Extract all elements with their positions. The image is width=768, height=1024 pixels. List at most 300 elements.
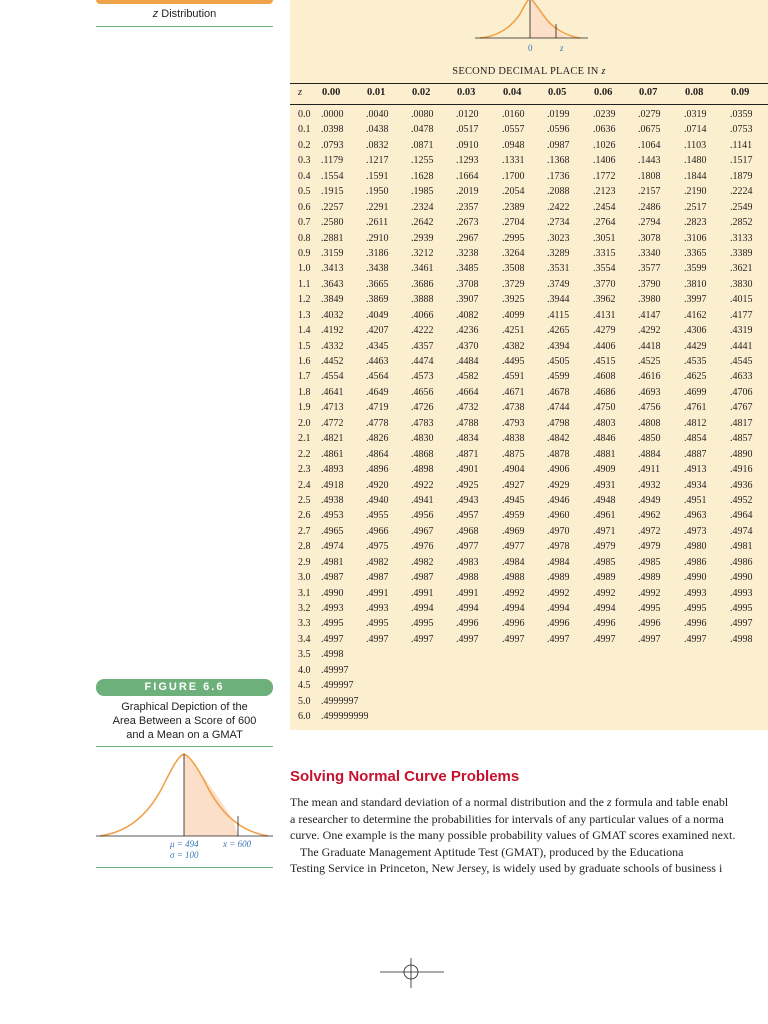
probability-cell: .2734	[547, 217, 570, 229]
probability-cell: .4941	[411, 494, 434, 506]
probability-cell: .4868	[411, 448, 434, 460]
probability-cell: .1554	[321, 170, 344, 182]
probability-cell: .4971	[593, 525, 616, 537]
probability-cell: .4671	[502, 386, 525, 398]
probability-cell: .4821	[321, 433, 344, 445]
probability-cell: .4998	[730, 633, 753, 645]
probability-cell: .1950	[366, 186, 389, 198]
figure-badge: FIGURE 6.6	[96, 679, 273, 696]
probability-cell: .3051	[593, 232, 616, 244]
probability-cell: .4591	[502, 371, 525, 383]
probability-cell: .4162	[684, 309, 707, 321]
probability-cell: .4993	[321, 603, 344, 614]
axis-zero-label: 0	[528, 43, 533, 53]
z-value-cell: 2.1	[298, 433, 311, 445]
probability-cell: .4959	[502, 510, 525, 522]
probability-cell: .0239	[593, 109, 616, 120]
probability-cell: .2704	[502, 217, 525, 229]
paragraph-line: a researcher to determine the probabilities for intervals of any particular values of a norma	[290, 811, 724, 826]
probability-cell: .2257	[321, 201, 344, 213]
probability-cell: .3849	[321, 294, 344, 306]
probability-cell: .4608	[593, 371, 616, 383]
probability-cell: .4987	[366, 572, 389, 584]
table-row	[290, 262, 768, 277]
probability-cell: .4830	[411, 433, 434, 445]
probability-cell: .4982	[411, 556, 434, 568]
probability-cell: .4997	[321, 633, 344, 645]
probability-cell: .2486	[638, 201, 661, 213]
probability-cell: .3340	[638, 247, 661, 259]
probability-cell: .4846	[593, 433, 616, 445]
table-row	[290, 479, 768, 494]
probability-cell: .4985	[593, 556, 616, 568]
probability-cell: .4962	[638, 510, 661, 522]
probability-cell: .4808	[638, 417, 661, 429]
probability-cell: .4850	[638, 433, 661, 445]
table-row	[290, 587, 768, 602]
probability-cell: .4505	[547, 356, 570, 367]
table-row	[290, 139, 768, 154]
z-value-cell: 3.2	[298, 603, 311, 614]
probability-cell: .1406	[593, 155, 616, 167]
probability-cell: .0438	[366, 124, 389, 136]
probability-cell: .4995	[321, 618, 344, 630]
probability-cell: .4960	[547, 510, 570, 522]
paragraph-line	[290, 794, 768, 811]
probability-cell: .3413	[321, 263, 344, 275]
probability-cell: .4066	[411, 309, 434, 321]
table-caption	[290, 66, 768, 77]
z-symbol: z	[152, 8, 159, 20]
z-value-cell: 1.7	[298, 371, 311, 383]
probability-cell: .4996	[456, 618, 479, 630]
probability-cell: .4861	[321, 448, 344, 460]
table-row	[290, 540, 768, 555]
probability-cell: .3389	[730, 247, 753, 259]
probability-cell: .4463	[366, 356, 389, 367]
probability-cell: .4997	[502, 633, 525, 645]
probability-cell: .4798	[547, 417, 570, 429]
probability-cell: .3289	[547, 247, 570, 259]
probability-cell: .4332	[321, 340, 344, 352]
probability-cell: .4992	[502, 587, 525, 599]
probability-cell: .0199	[547, 109, 570, 120]
probability-cell: .4987	[411, 572, 434, 584]
sigma-label: σ = 100	[170, 850, 199, 860]
probability-cell: .4896	[366, 464, 389, 476]
probability-cell: .4981	[730, 541, 753, 553]
table-row	[290, 386, 768, 401]
probability-cell: .2611	[366, 217, 389, 229]
probability-cell: .2357	[456, 201, 479, 213]
probability-cell: .0359	[730, 109, 753, 120]
z-value-cell: 1.0	[298, 263, 311, 275]
probability-cell: .4854	[684, 433, 707, 445]
probability-cell: .4750	[593, 402, 616, 414]
probability-cell: .4943	[456, 494, 479, 506]
probability-cell: .4911	[638, 464, 661, 476]
table-row	[290, 123, 768, 138]
probability-cell: .1628	[411, 170, 434, 182]
probability-cell: .3997	[684, 294, 707, 306]
probability-cell: .4976	[411, 541, 434, 553]
registration-mark-icon	[380, 958, 444, 988]
probability-cell: .4997	[366, 633, 389, 645]
probability-cell: .3485	[456, 263, 479, 275]
table-row	[290, 710, 768, 725]
probability-cell: .4699	[684, 386, 707, 398]
table-row	[290, 216, 768, 231]
probability-cell: .4973	[684, 525, 707, 537]
probability-cell: .4834	[456, 433, 479, 445]
probability-cell: .4995	[411, 618, 434, 630]
probability-cell: .4989	[593, 572, 616, 584]
probability-cell: .49997	[321, 664, 349, 676]
probability-cell: .3770	[593, 278, 616, 290]
probability-cell: .4893	[321, 464, 344, 476]
column-header-row	[290, 86, 768, 102]
z-value-cell: 1.2	[298, 294, 311, 306]
probability-cell: .4778	[366, 417, 389, 429]
probability-cell: .4980	[684, 541, 707, 553]
column-header: 0.05	[548, 87, 567, 98]
probability-cell: .4995	[366, 618, 389, 630]
probability-cell: .3438	[366, 263, 389, 275]
probability-cell: .4967	[411, 525, 434, 537]
table-row	[290, 648, 768, 663]
probability-cell: .4441	[730, 340, 753, 352]
table-row	[290, 340, 768, 355]
probability-cell: .3810	[684, 278, 707, 290]
probability-cell: .3708	[456, 278, 479, 290]
table-row	[290, 494, 768, 509]
probability-cell: .2054	[502, 186, 525, 198]
probability-cell: .4989	[547, 572, 570, 584]
table-row	[290, 525, 768, 540]
z-value-cell: 1.9	[298, 402, 311, 414]
table-row	[290, 293, 768, 308]
probability-cell: .4904	[502, 464, 525, 476]
probability-cell: .3907	[456, 294, 479, 306]
probability-cell: .1517	[730, 155, 753, 167]
probability-cell: .0478	[411, 124, 434, 136]
z-value-cell: 6.0	[298, 711, 311, 723]
table-row	[290, 602, 768, 617]
probability-cell: .3577	[638, 263, 661, 275]
probability-cell: .4599	[547, 371, 570, 383]
probability-cell: .4251	[502, 325, 525, 337]
probability-cell: .4974	[730, 525, 753, 537]
probability-cell: .4995	[638, 603, 661, 614]
probability-cell: .3621	[730, 263, 753, 275]
probability-cell: .4964	[730, 510, 753, 522]
probability-cell: .4693	[638, 386, 661, 398]
probability-cell: .4993	[684, 587, 707, 599]
probability-cell: .4972	[638, 525, 661, 537]
z-value-cell: 2.0	[298, 417, 311, 429]
probability-cell: .2673	[456, 217, 479, 229]
probability-cell: .2224	[730, 186, 753, 198]
probability-cell: .4319	[730, 325, 753, 337]
probability-cell: .4772	[321, 417, 344, 429]
probability-cell: .4192	[321, 325, 344, 337]
probability-cell: .4265	[547, 325, 570, 337]
probability-cell: .4535	[684, 356, 707, 367]
probability-cell: .2019	[456, 186, 479, 198]
probability-cell: .4906	[547, 464, 570, 476]
z-value-cell: 2.8	[298, 541, 311, 553]
probability-cell: .4979	[593, 541, 616, 553]
probability-cell: .3186	[366, 247, 389, 259]
table-row	[290, 247, 768, 262]
table-row	[290, 232, 768, 247]
probability-cell: .4938	[321, 494, 344, 506]
probability-cell: .4429	[684, 340, 707, 352]
table-row	[290, 664, 768, 679]
probability-cell: .4881	[593, 448, 616, 460]
probability-cell: .4474	[411, 356, 434, 367]
probability-cell: .4719	[366, 402, 389, 414]
column-header: 0.06	[594, 87, 613, 98]
z-value-cell: 4.0	[298, 664, 311, 676]
probability-cell: .4633	[730, 371, 753, 383]
figure-bottom-rule	[96, 867, 273, 868]
z-column-header: z	[298, 87, 303, 98]
probability-cell: .4997	[638, 633, 661, 645]
probability-cell: .4988	[456, 572, 479, 584]
probability-cell: .4981	[321, 556, 344, 568]
probability-cell: .4236	[456, 325, 479, 337]
probability-cell: .2764	[593, 217, 616, 229]
probability-cell: .4793	[502, 417, 525, 429]
probability-cell: .4922	[411, 479, 434, 491]
figure-caption	[96, 700, 273, 742]
probability-cell: .4970	[547, 525, 570, 537]
probability-cell: .4817	[730, 417, 753, 429]
probability-cell: .1664	[456, 170, 479, 182]
probability-cell: .2324	[411, 201, 434, 213]
table-row	[290, 201, 768, 216]
probability-cell: .4418	[638, 340, 661, 352]
probability-cell: .4936	[730, 479, 753, 491]
probability-cell: .4995	[684, 603, 707, 614]
probability-cell: .2967	[456, 232, 479, 244]
probability-cell: .4115	[547, 309, 570, 321]
z-value-cell: 1.5	[298, 340, 311, 352]
z-value-cell: 2.6	[298, 510, 311, 522]
text-run-italic: z	[606, 795, 612, 809]
figure-caption-line: Area Between a Score of 600	[112, 715, 257, 727]
probability-cell: .4993	[730, 587, 753, 599]
probability-cell: .3133	[730, 232, 753, 244]
table-row	[290, 617, 768, 632]
probability-cell: .4994	[593, 603, 616, 614]
probability-cell: .1879	[730, 170, 753, 182]
probability-cell: .4996	[502, 618, 525, 630]
probability-cell: .2123	[593, 186, 616, 198]
probability-cell: .0596	[547, 124, 570, 136]
probability-cell: .4049	[366, 309, 389, 321]
table-row	[290, 324, 768, 339]
figure-caption-line: Graphical Depiction of the	[121, 701, 248, 713]
probability-cell: .4564	[366, 371, 389, 383]
probability-cell: .4953	[321, 510, 344, 522]
probability-cell: .4918	[321, 479, 344, 491]
column-header: 0.03	[457, 87, 476, 98]
probability-cell: .4992	[593, 587, 616, 599]
axis-z-label: z	[560, 43, 564, 53]
probability-cell: .0040	[366, 109, 389, 120]
probability-cell: .1915	[321, 186, 344, 198]
probability-cell: .4788	[456, 417, 479, 429]
probability-cell: .0871	[411, 139, 434, 151]
probability-cell: .3665	[366, 278, 389, 290]
probability-cell: .4997	[730, 618, 753, 630]
probability-cell: .4995	[730, 603, 753, 614]
probability-cell: .4997	[456, 633, 479, 645]
distribution-word: Distribution	[161, 8, 217, 20]
probability-cell: .4664	[456, 386, 479, 398]
probability-cell: .4982	[366, 556, 389, 568]
probability-cell: .4842	[547, 433, 570, 445]
probability-cell: .4913	[684, 464, 707, 476]
sidebar-top-rule	[96, 26, 273, 27]
probability-cell: .1700	[502, 170, 525, 182]
text-run: formula and table enabl	[611, 795, 729, 809]
table-row	[290, 633, 768, 648]
probability-cell: .3962	[593, 294, 616, 306]
z-value-cell: 3.3	[298, 618, 311, 630]
column-header: 0.01	[367, 87, 386, 98]
probability-cell: .4678	[547, 386, 570, 398]
probability-cell: .2389	[502, 201, 525, 213]
probability-cell: .4985	[638, 556, 661, 568]
z-value-cell: 0.6	[298, 201, 311, 213]
probability-cell: .3643	[321, 278, 344, 290]
probability-cell: .4996	[547, 618, 570, 630]
probability-cell: .4713	[321, 402, 344, 414]
table-row	[290, 278, 768, 293]
probability-cell: .4306	[684, 325, 707, 337]
probability-cell: .4887	[684, 448, 707, 460]
table-row	[290, 556, 768, 571]
probability-cell: .3264	[502, 247, 525, 259]
probability-cell: .3315	[593, 247, 616, 259]
probability-cell: .4641	[321, 386, 344, 398]
probability-cell: .4949	[638, 494, 661, 506]
table-row	[290, 448, 768, 463]
probability-cell: .2422	[547, 201, 570, 213]
probability-cell: .4987	[321, 572, 344, 584]
probability-cell: .4909	[593, 464, 616, 476]
probability-cell: .1255	[411, 155, 434, 167]
paragraph-line: Testing Service in Princeton, New Jersey, is widely used by graduate schools of business i	[290, 861, 723, 875]
table-row	[290, 571, 768, 586]
probability-cell: .4983	[456, 556, 479, 568]
table-row	[290, 185, 768, 200]
probability-cell: .4929	[547, 479, 570, 491]
probability-cell: .4838	[502, 433, 525, 445]
z-value-cell: 3.1	[298, 587, 311, 599]
probability-cell: .2823	[684, 217, 707, 229]
column-header: 0.08	[685, 87, 704, 98]
z-value-cell: 0.0	[298, 109, 311, 120]
probability-cell: .0832	[366, 139, 389, 151]
probability-cell: .3749	[547, 278, 570, 290]
probability-cell: .1026	[593, 139, 616, 151]
table-row	[290, 154, 768, 169]
probability-cell: .4997	[547, 633, 570, 645]
probability-cell: .1179	[321, 155, 344, 167]
probability-cell: .0279	[638, 109, 661, 120]
probability-cell: .0080	[411, 109, 434, 120]
probability-cell: .0753	[730, 124, 753, 136]
probability-cell: .4990	[730, 572, 753, 584]
table-row	[290, 108, 768, 123]
z-value-cell: 2.5	[298, 494, 311, 506]
section-title: Solving Normal Curve Problems	[290, 768, 520, 785]
probability-cell: .4969	[502, 525, 525, 537]
probability-cell: .3686	[411, 278, 434, 290]
table-row	[290, 417, 768, 432]
probability-cell: .4131	[593, 309, 616, 321]
probability-cell: .4616	[638, 371, 661, 383]
probability-cell: .2157	[638, 186, 661, 198]
probability-cell: .4956	[411, 510, 434, 522]
probability-cell: .3106	[684, 232, 707, 244]
probability-cell: .4292	[638, 325, 661, 337]
probability-cell: .1331	[502, 155, 525, 167]
probability-cell: .3078	[638, 232, 661, 244]
probability-cell: .4515	[593, 356, 616, 367]
probability-cell: .4966	[366, 525, 389, 537]
probability-cell: .1772	[593, 170, 616, 182]
probability-cell: .4991	[366, 587, 389, 599]
probability-cell: .3888	[411, 294, 434, 306]
probability-cell: .4986	[684, 556, 707, 568]
probability-cell: .3238	[456, 247, 479, 259]
probability-cell: .4406	[593, 340, 616, 352]
probability-cell: .4994	[502, 603, 525, 614]
probability-cell: .4975	[366, 541, 389, 553]
probability-cell: .4999997	[321, 695, 359, 707]
z-value-cell: 1.6	[298, 356, 311, 367]
probability-cell: .2088	[547, 186, 570, 198]
probability-cell: .0636	[593, 124, 616, 136]
figure-top-rule	[96, 746, 273, 747]
probability-cell: .4032	[321, 309, 344, 321]
probability-cell: .4946	[547, 494, 570, 506]
probability-cell: .4927	[502, 479, 525, 491]
probability-cell: .4573	[411, 371, 434, 383]
z-value-cell: 1.3	[298, 309, 311, 321]
probability-cell: .4582	[456, 371, 479, 383]
top-orange-tab	[96, 0, 273, 4]
probability-cell: .2190	[684, 186, 707, 198]
z-value-cell: 2.2	[298, 448, 311, 460]
gmat-normal-curve	[96, 750, 273, 868]
probability-cell: .4890	[730, 448, 753, 460]
probability-cell: .2642	[411, 217, 434, 229]
probability-cell: .4732	[456, 402, 479, 414]
probability-cell: .0517	[456, 124, 479, 136]
probability-cell: .4901	[456, 464, 479, 476]
z-value-cell: 0.9	[298, 247, 311, 259]
probability-cell: .4977	[502, 541, 525, 553]
probability-cell: .4989	[638, 572, 661, 584]
probability-cell: .2291	[366, 201, 389, 213]
z-value-cell: 3.0	[298, 572, 311, 584]
